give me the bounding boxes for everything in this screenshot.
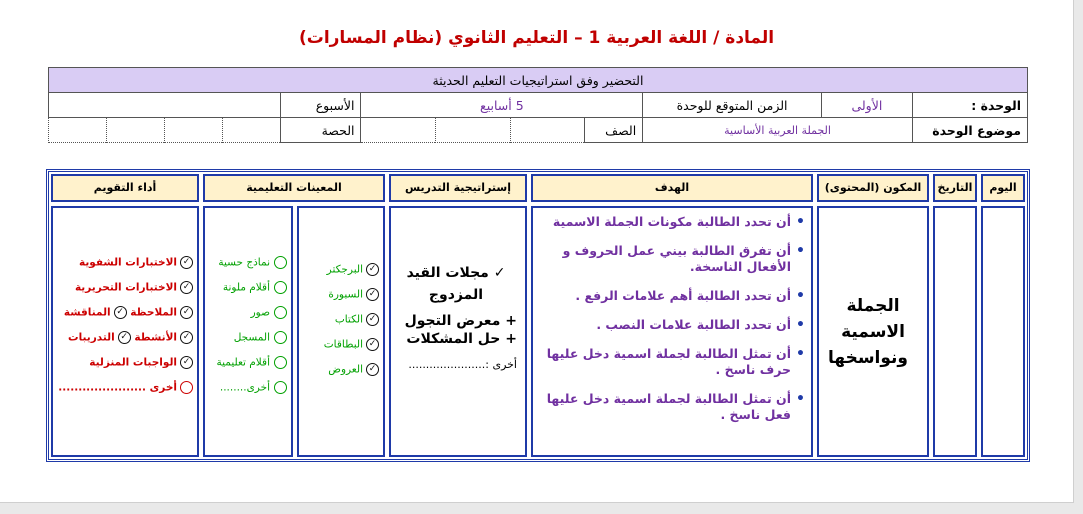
strategy-item: + حل المشكلات xyxy=(406,331,517,347)
period-cell-1 xyxy=(223,118,281,143)
objective-item: • أن تفرق الطالبة بيني عمل الحروف و الأفعال الناسخة. xyxy=(533,243,805,275)
assessment-item: الاختبارات التحريرية xyxy=(74,281,177,294)
unit-value: الأولى xyxy=(821,93,912,118)
objective-item: • أن تحدد الطالبة أهم علامات الرفع . xyxy=(533,288,805,304)
circle-icon[interactable] xyxy=(274,306,287,319)
circle-icon[interactable] xyxy=(274,381,287,394)
aid-checked: السبورة xyxy=(328,288,363,301)
topic-label: موضوع الوحدة xyxy=(912,118,1027,143)
check-icon[interactable]: ✓ xyxy=(366,263,379,276)
check-icon[interactable]: ✓ xyxy=(180,281,193,294)
check-icon[interactable]: ✓ xyxy=(366,288,379,301)
duration-label: الزمن المتوقع للوحدة xyxy=(643,93,822,118)
aid-checked: العروض xyxy=(328,363,363,376)
col-day-body xyxy=(981,206,1025,457)
check-icon[interactable]: ✓ xyxy=(366,313,379,326)
check-icon[interactable]: ✓ xyxy=(180,306,193,319)
aid-unchecked: المسجل xyxy=(233,331,270,344)
topic-value: الجملة العربية الأساسية xyxy=(643,118,913,143)
aid-unchecked: نماذج حسية xyxy=(218,256,270,269)
col-day-header: اليوم xyxy=(981,174,1025,202)
check-icon[interactable]: ✓ xyxy=(180,331,193,344)
period-cell-2 xyxy=(165,118,223,143)
class-cell-2 xyxy=(436,118,511,143)
col-content-body xyxy=(817,206,929,457)
aid-unchecked: أقلام ملونة xyxy=(222,281,270,294)
circle-icon[interactable] xyxy=(274,281,287,294)
duration-value: 5 أسابيع xyxy=(361,93,643,118)
period-label: الحصة xyxy=(281,118,361,143)
page-title: المادة / اللغة العربية 1 – التعليم الثانوي (نظام المسارات) xyxy=(298,28,775,48)
assessment-item: الاختبارات الشفوية xyxy=(78,256,177,269)
aid-unchecked: أخرى........ xyxy=(219,381,270,394)
circle-icon[interactable] xyxy=(180,381,193,394)
unit-info-table xyxy=(48,67,1028,143)
col-objective-body xyxy=(531,206,813,457)
objective-item: • أن تحدد الطالبة علامات النصب . xyxy=(533,317,805,333)
circle-icon[interactable] xyxy=(274,256,287,269)
objective-item: • أن تحدد الطالبة مكونات الجملة الاسمية xyxy=(533,214,805,230)
period-cell-3 xyxy=(107,118,165,143)
assessment-item: الأنشطة xyxy=(134,331,177,344)
lesson-plan-grid xyxy=(46,169,1030,462)
col-aids-header: المعينات التعليمية xyxy=(203,174,385,202)
aid-checked: الكتاب xyxy=(334,313,363,326)
col-strategy-body xyxy=(389,206,527,457)
week-value xyxy=(49,93,281,118)
objectives-list xyxy=(533,214,811,423)
col-content-header: المكون (المحتوى) xyxy=(817,174,929,202)
assessment-item: أخرى ...................... xyxy=(58,381,177,394)
col-objective-header: الهدف xyxy=(531,174,813,202)
check-icon[interactable]: ✓ xyxy=(366,338,379,351)
circle-icon[interactable] xyxy=(274,331,287,344)
aid-unchecked: صور xyxy=(250,306,270,319)
strategy-other: أخرى :...................... xyxy=(408,358,517,371)
assessment-item: التدريبات xyxy=(68,331,115,344)
objective-item: • أن تمثل الطالبة لجملة اسمية دخل عليها فعل ناسخ . xyxy=(533,391,805,423)
circle-icon[interactable] xyxy=(274,356,287,369)
col-aids-unchecked xyxy=(203,206,293,457)
col-strategy-header: إستراتيجية التدريس xyxy=(389,174,527,202)
check-icon[interactable]: ✓ xyxy=(114,306,127,319)
class-label: الصف xyxy=(585,118,643,143)
aid-unchecked: أقلام تعليمية xyxy=(216,356,270,369)
objective-item: • أن تمثل الطالبة لجملة اسمية دخل عليها حرف ناسخ . xyxy=(533,346,805,378)
col-date-body xyxy=(933,206,977,457)
period-cell-4 xyxy=(49,118,107,143)
banner: التحضير وفق استراتيجيات التعليم الحديثة xyxy=(49,68,1028,93)
col-date-header: التاريخ xyxy=(933,174,977,202)
check-icon[interactable]: ✓ xyxy=(180,356,193,369)
check-icon[interactable]: ✓ xyxy=(118,331,131,344)
col-aids-checked xyxy=(297,206,385,457)
week-label: الأسبوع xyxy=(281,93,361,118)
col-assessment-header: أداء التقويم xyxy=(51,174,199,202)
check-icon[interactable]: ✓ xyxy=(180,256,193,269)
check-icon[interactable]: ✓ xyxy=(366,363,379,376)
aid-checked: البرجكتر xyxy=(326,263,363,276)
strategy-item: + معرض التجول xyxy=(404,313,517,329)
aid-checked: البطاقات xyxy=(323,338,363,351)
unit-label: الوحدة : xyxy=(912,93,1027,118)
assessment-item: الواجبات المنزلية xyxy=(89,356,177,369)
class-cell-1 xyxy=(510,118,585,143)
col-assessment-body xyxy=(51,206,199,457)
content-text: الجملة الاسمية ونواسخها xyxy=(827,295,908,368)
class-cell-3 xyxy=(361,118,436,143)
strategy-item: ✓ مجلات القيد المزدوج xyxy=(406,265,506,303)
assessment-item: الملاحظة xyxy=(130,306,177,319)
assessment-item: المناقشة xyxy=(63,306,111,319)
